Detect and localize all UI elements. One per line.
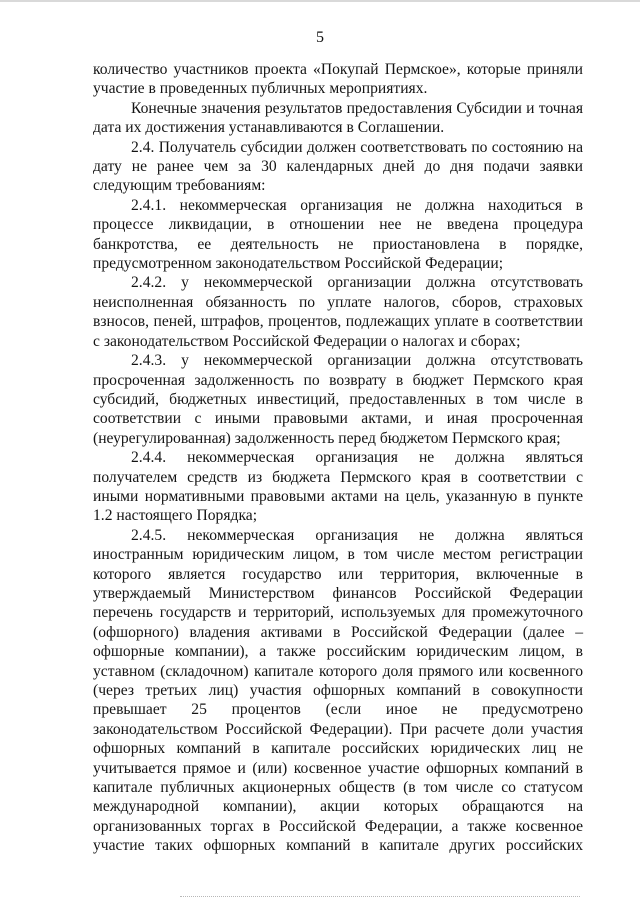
scan-footer-marks — [180, 896, 580, 899]
paragraph-continuation: количество участников проекта «Покупай Пермское», которые приняли участие в проведенных публичных мероприятиях. — [93, 61, 583, 98]
paragraph-2-4-2: 2.4.2. у некоммерческой организации должна отсутствовать неисполненная обязанность по уплате налогов, сборов, страховых взносов, пеней, штрафов, процентов, подлежащих уплате в соответствии с законодательством Российской Федерации о налогах и сборах; — [93, 274, 583, 350]
page-number: 5 — [316, 29, 324, 46]
paragraph-2-4-1: 2.4.1. некоммерческая организация не должна находиться в процессе ликвидации, в отношении нее не введена процедура банкротства, ее деятельность не приостановлена в порядке, предусмотренном законодательством Российской Федерации; — [93, 196, 583, 273]
paragraph-2-4-5: 2.4.5. некоммерческая организация не должна являться иностранным юридическим лицом, в том числе местом регистрации которого является государство или территория, включенные в утверждаемый Министерством финансов Российской Федерации перечень государств и территорий, используемых для промежуточного (офшорного) владения активами в Российской Федерации (далее – офшорные компании), а также российским юридическим лицом, в уставном (складочном) капитале которого доля прямого или косвенного (через третьих лиц) участия офшорных компаний в совокупности превышает 25 процентов (если иное не предусмотрено законодательством Российской Федерации). При расчете доли участия офшорных компаний в капитале российских юридических лиц не учитывается прямое и (или) косвенное участие офшорных компаний в капитале публичных акционерных обществ (в том числе со статусом международной компании), акции которых обращаются на организованных торгах в Российской Федерации, а также косвенное участие таких офшорных компаний в капитале других российских — [93, 526, 583, 855]
paragraph-results-dates: Конечные значения результатов предоставления Субсидии и точная дата их достижения устанавливаются в Соглашении. — [93, 99, 583, 137]
document-body — [93, 60, 583, 856]
scan-edge — [0, 0, 640, 2]
paragraph-2-4-4: 2.4.4. некоммерческая организация не должна являться получателем средств из бюджета Пермского края в соответствии с иными нормативными правовыми актами на цель, указанную в пункте 1.2 настоящего Порядка; — [93, 449, 583, 525]
paragraph-2-4: 2.4. Получатель субсидии должен соответствовать по состоянию на дату не ранее чем за 30 календарных дней до дня подачи заявки следующим требованиям: — [93, 138, 583, 195]
paragraph-2-4-3: 2.4.3. у некоммерческой организации должна отсутствовать просроченная задолженность по возврату в бюджет Пермского края субсидий, бюджетных инвестиций, предоставленных в том числе в соответствии с иными правовыми актами, и иная просроченная (неурегулированная) задолженность перед бюджетом Пермского края; — [93, 352, 583, 447]
